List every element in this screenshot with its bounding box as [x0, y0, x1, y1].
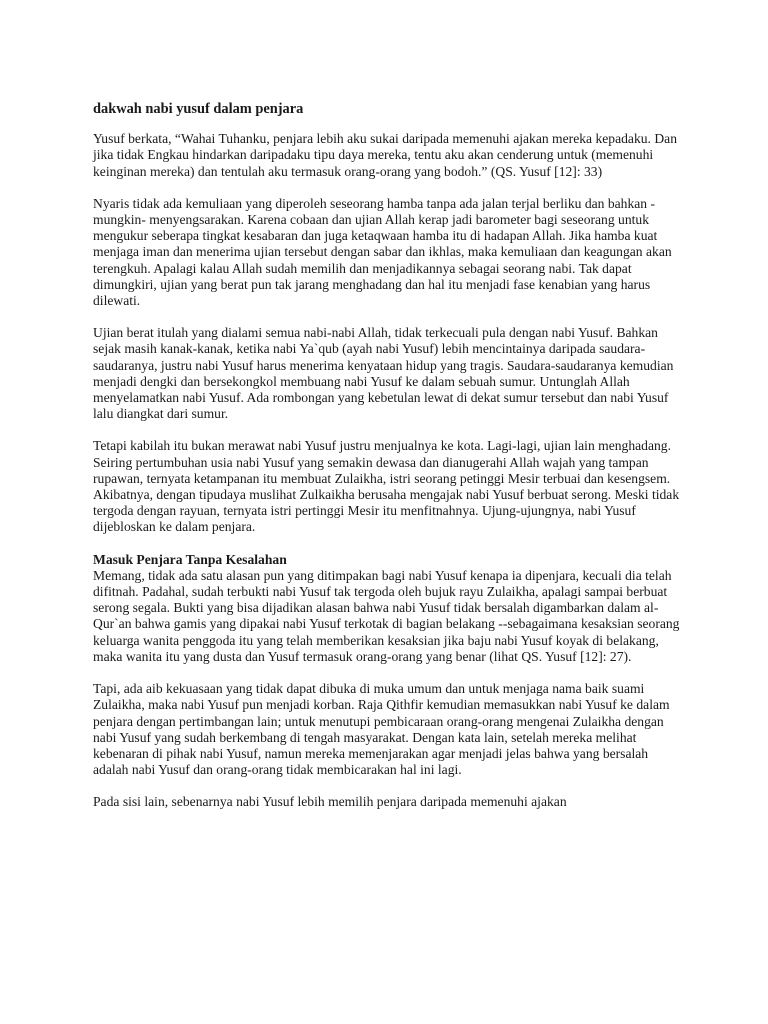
section-paragraph-1: Memang, tidak ada satu alasan pun yang ditimpakan bagi nabi Yusuf kenapa ia dipenjara, kecuali dia telah difitnah. Padahal, sudah terbukti nabi Yusuf tak tergoda oleh bujuk rayu Zulaikha, apalagi sampai berbuat serong segala. Bukti yang bisa dijadikan alasan bahwa nabi Yusuf tidak bersalah digambarkan dalam al-Qur`an bahwa gamis yang dipakai nabi Yusuf terkotak di bagian belakang --sebagaimana kesaksian seorang keluarga wanita penggoda itu yang telah memberikan kesaksian jika baju nabi Yusuf koyak di belakang, maka wanita itu yang dusta dan Yusuf termasuk orang-orang yang benar (lihat QS. Yusuf [12]: 27). — [93, 567, 680, 664]
paragraph-3: Tetapi kabilah itu bukan merawat nabi Yusuf justru menjualnya ke kota. Lagi-lagi, ujian lain menghadang. Seiring pertumbuhan usia nabi Yusuf yang semakin dewasa dan dianugerahi Allah wajah yang tampan rupawan, ternyata ketampanan itu membuat Zulaikha, istri seorang petinggi Mesir terbuai dan kesengsem. Akibatnya, dengan tipudaya muslihat Zulkaikha berusaha mengajak nabi Yusuf berbuat serong. Meski tidak tergoda dengan rayuan, ternyata istri pertinggi Mesir itu menfitnahnya. Ujung-ujungnya, nabi Yusuf dijebloskan ke dalam penjara. — [93, 438, 680, 535]
paragraph-1: Nyaris tidak ada kemuliaan yang diperoleh seseorang hamba tanpa ada jalan terjal berliku dan bahkan -mungkin- menyengsarakan. Karena cobaan dan ujian Allah kerap jadi barometer bagi seseorang untuk mengukur seberapa tingkat kesabaran dan juga ketaqwaan hamba itu di hadapan Allah. Jika hamba kuat menjaga iman dan menerima ujian tersebut dengan sabar dan ikhlas, maka kemuliaan dan keagungan akan terengkuh. Apalagi kalau Allah sudah memilih dan menjadikannya sebagai seorang nabi. Tak dapat dimungkiri, ujian yang berat pun tak jarang menghadang dan hal itu menjadi fase kenabian yang harus dilewati. — [93, 195, 672, 309]
document-title: dakwah nabi yusuf dalam penjara — [93, 101, 304, 117]
paragraph-quote: Yusuf berkata, “Wahai Tuhanku, penjara lebih aku sukai daripada memenuhi ajakan mereka kepadaku. Dan jika tidak Engkau hindarkan daripadaku tipu daya mereka, tentu aku akan cenderung untuk (memenuhi keinginan mereka) dan tentulah aku termasuk orang-orang yang bodoh.” (QS. Yusuf [12]: 33) — [93, 131, 677, 179]
section-heading: Masuk Penjara Tanpa Kesalahan — [93, 551, 287, 567]
document-page — [93, 101, 685, 827]
section-paragraph-2: Tapi, ada aib kekuasaan yang tidak dapat dibuka di muka umum dan untuk menjaga nama baik suami Zulaikha, maka nabi Yusuf pun menjadi korban. Raja Qithfir kemudian memasukkan nabi Yusuf ke dalam penjara dengan pertimbangan lain; untuk menutupi pembicaraan orang-orang mengenai Zulaikha dengan nabi Yusuf yang sudah berkembang di tengah masyarakat. Dengan kata lain, setelah mereka melihat kebenaran di pihak nabi Yusuf, namun mereka memenjarakan agar menjadi jelas bahwa yang bersalah adalah nabi Yusuf dan orang-orang tidak membicarakan hal ini lagi. — [93, 681, 670, 778]
section-block — [93, 552, 685, 665]
section-paragraph-3: Pada sisi lain, sebenarnya nabi Yusuf lebih memilih penjara daripada memenuhi ajakan — [93, 794, 567, 810]
paragraph-2: Ujian berat itulah yang dialami semua nabi-nabi Allah, tidak terkecuali pula dengan nabi Yusuf. Bahkan sejak masih kanak-kanak, ketika nabi Ya`qub (ayah nabi Yusuf) lebih mencintainya daripada saudara-saudaranya, justru nabi Yusuf harus menerima kenyataan hidup yang tragis. Saudara-saudaranya kemudian menjadi dengki dan bersekongkol membuang nabi Yusuf ke dalam sebuah sumur. Untunglah Allah menyelamatkan nabi Yusuf. Ada rombongan yang kebetulan lewat di dekat sumur tersebut dan nabi Yusuf lalu diangkat dari sumur. — [93, 325, 674, 422]
